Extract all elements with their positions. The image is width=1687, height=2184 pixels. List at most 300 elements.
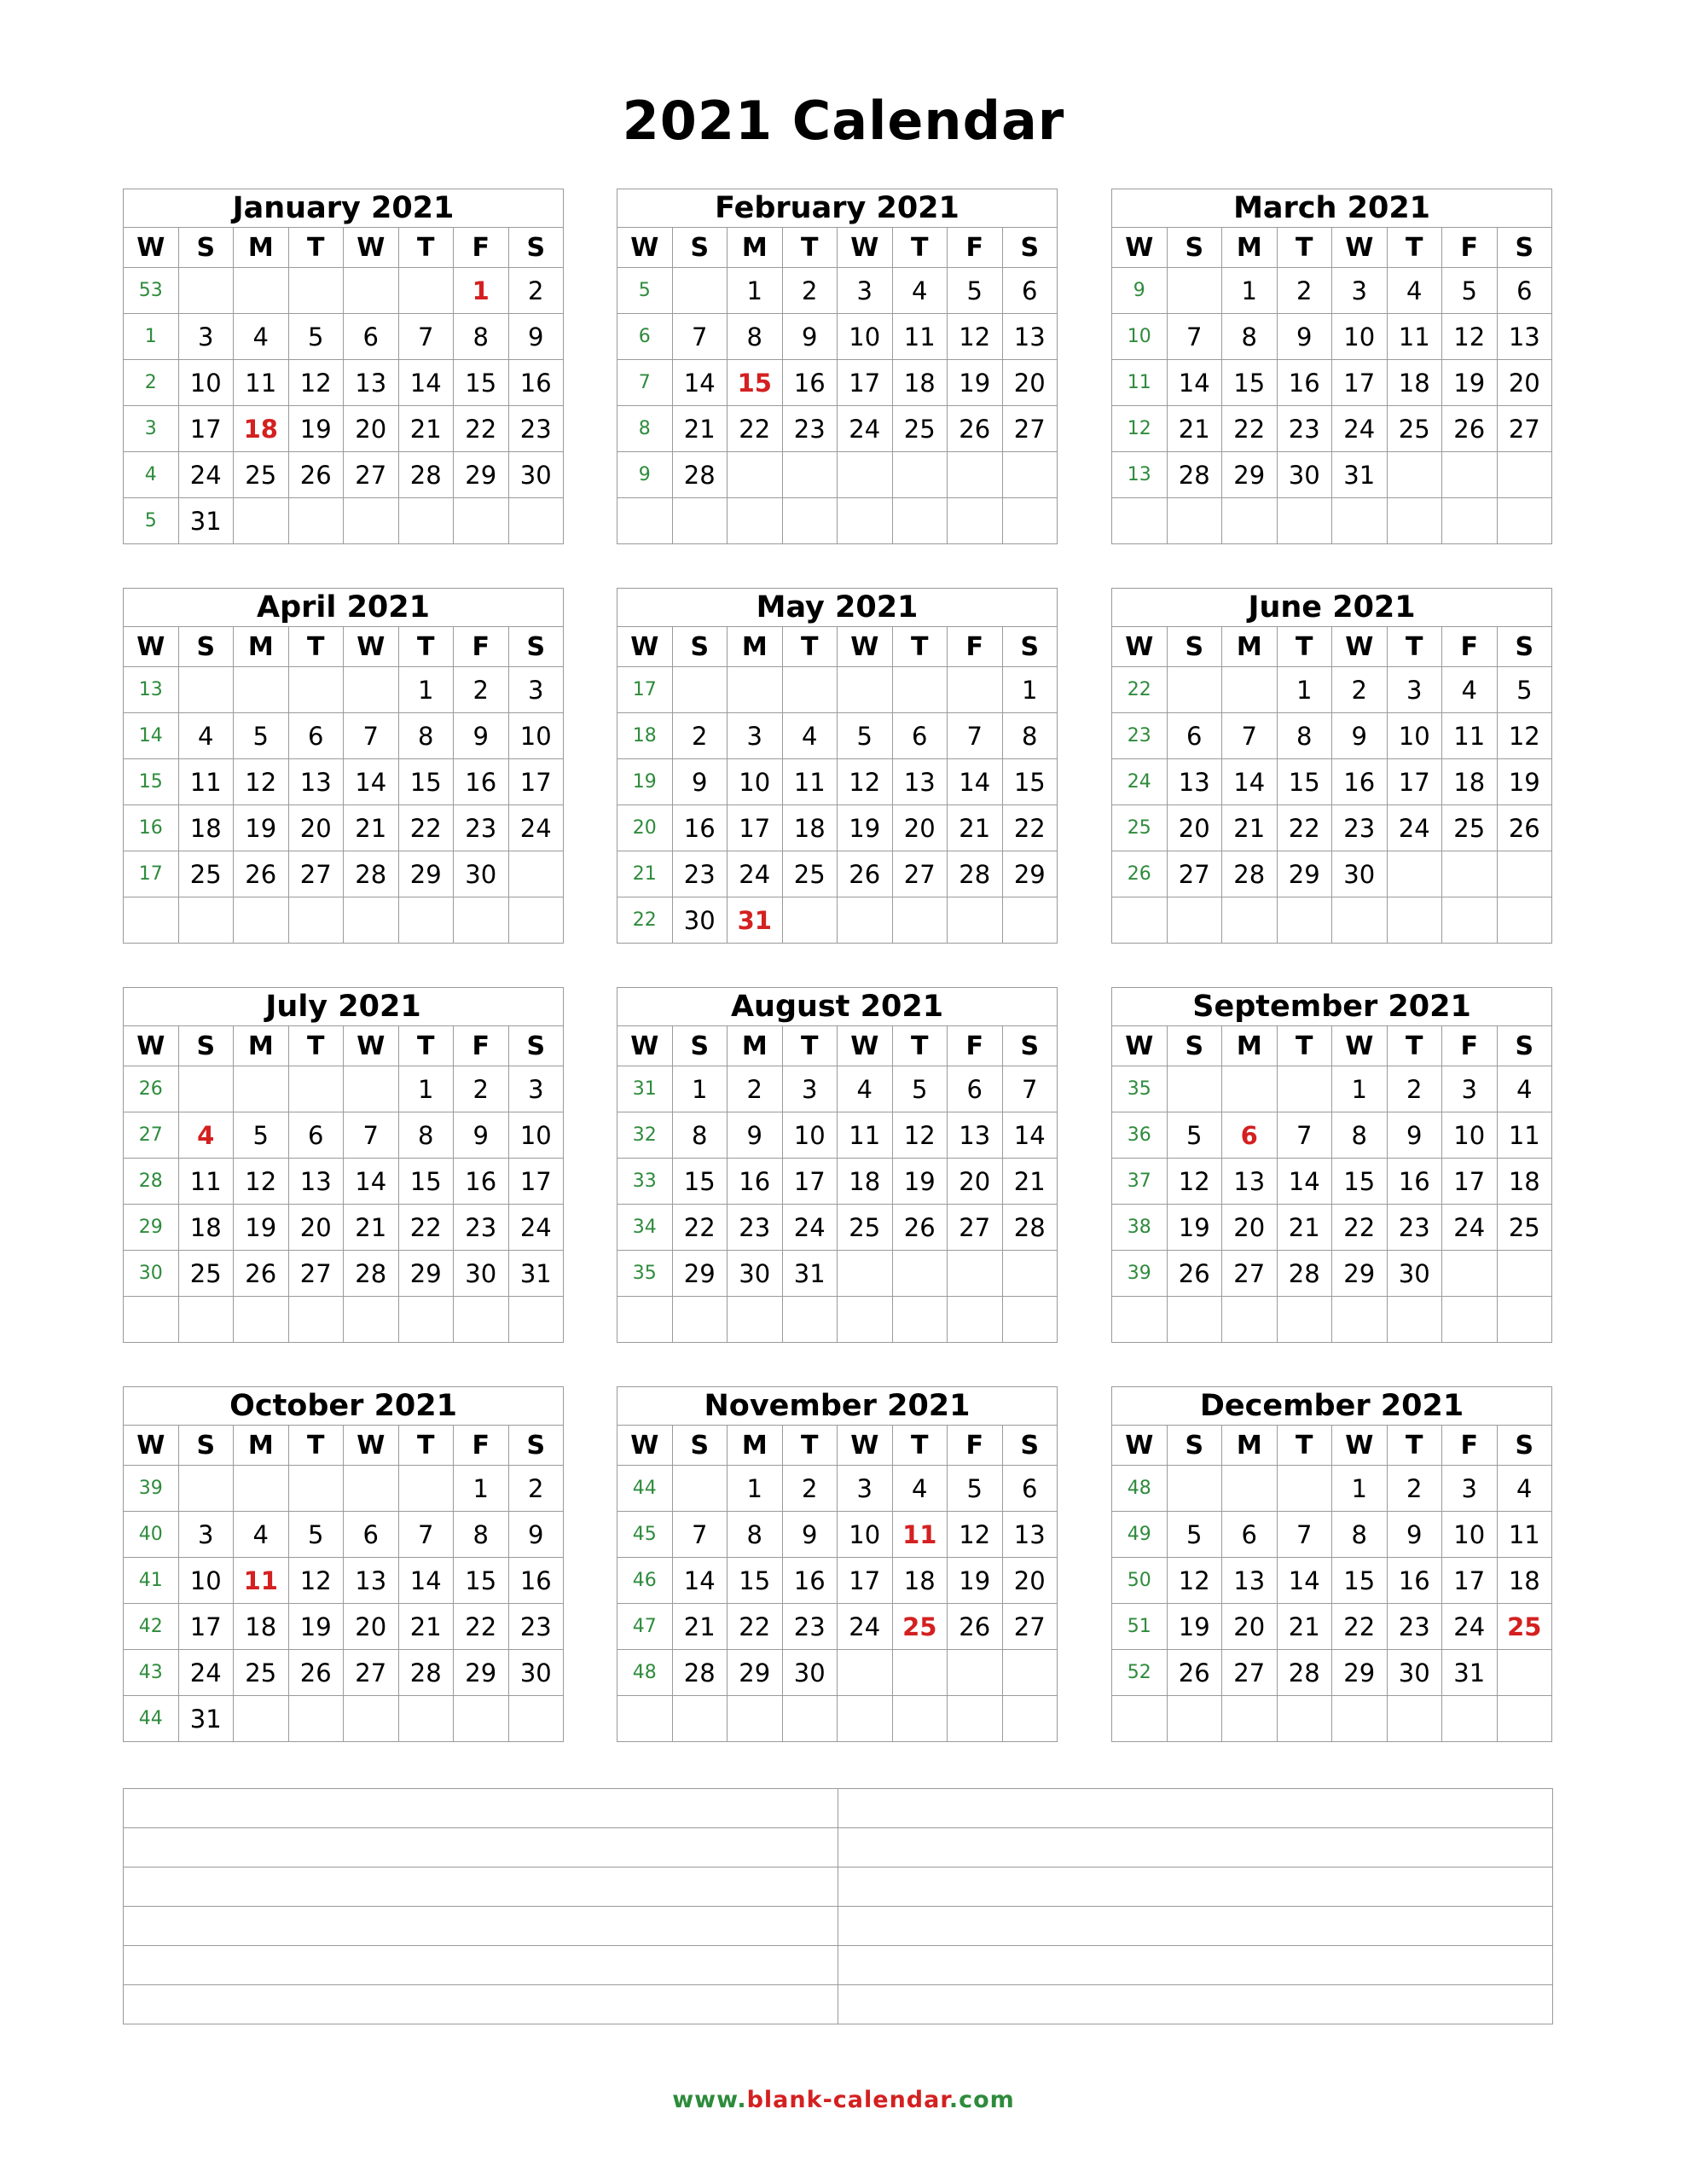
day-cell: 28 — [1277, 1251, 1332, 1297]
day-cell: 11 — [1442, 713, 1498, 759]
day-cell: 12 — [948, 314, 1003, 360]
day-cell: 1 — [1332, 1066, 1388, 1112]
day-cell — [1277, 1066, 1332, 1112]
day-cell — [508, 897, 564, 944]
week-row — [617, 406, 1058, 452]
footer-url-name: blank-calendar — [746, 2087, 949, 2113]
notes-cell[interactable] — [838, 1789, 1553, 1828]
day-cell: 31 — [178, 1696, 234, 1742]
notes-cell[interactable] — [124, 1985, 838, 2024]
weekday-header: F — [1442, 1426, 1498, 1466]
week-number: 15 — [124, 759, 179, 805]
day-cell — [1002, 1650, 1058, 1696]
day-cell: 9 — [782, 1512, 838, 1558]
day-cell — [1222, 1297, 1278, 1343]
footer-url[interactable] — [0, 2087, 1687, 2113]
day-cell: 20 — [1222, 1205, 1278, 1251]
day-cell: 26 — [838, 851, 893, 897]
day-cell — [1002, 897, 1058, 944]
notes-cell[interactable] — [124, 1867, 838, 1907]
notes-row — [124, 1828, 1553, 1867]
notes-cell[interactable] — [838, 1985, 1553, 2024]
day-cell — [288, 1066, 344, 1112]
day-cell: 18 — [892, 360, 948, 406]
day-cell: 28 — [398, 1650, 454, 1696]
day-cell: 27 — [948, 1205, 1003, 1251]
week-number: 7 — [617, 360, 673, 406]
weekday-header: S — [1167, 627, 1222, 667]
day-cell: 23 — [1332, 805, 1388, 851]
day-cell: 2 — [672, 713, 728, 759]
week-number: 19 — [617, 759, 673, 805]
day-cell: 30 — [672, 897, 728, 944]
day-cell: 15 — [454, 1558, 509, 1604]
day-cell: 11 — [892, 314, 948, 360]
weekday-header: S — [1167, 228, 1222, 268]
day-cell — [728, 667, 783, 713]
day-cell — [1222, 1696, 1278, 1742]
weekday-header: T — [1277, 1026, 1332, 1066]
day-cell: 6 — [1002, 268, 1058, 314]
day-cell — [1167, 1696, 1222, 1742]
week-row — [1112, 1466, 1552, 1512]
day-cell — [288, 1696, 344, 1742]
week-row — [1112, 805, 1552, 851]
day-cell: 21 — [398, 1604, 454, 1650]
day-cell: 1 — [728, 268, 783, 314]
month-name: March 2021 — [1112, 189, 1552, 228]
week-header: W — [124, 627, 179, 667]
day-cell: 22 — [398, 805, 454, 851]
weekday-header: M — [728, 1026, 783, 1066]
day-cell: 3 — [508, 667, 564, 713]
week-row — [617, 1297, 1058, 1343]
day-cell: 2 — [1387, 1066, 1442, 1112]
day-cell: 17 — [1442, 1159, 1498, 1205]
day-cell — [1497, 498, 1552, 544]
week-number: 35 — [1112, 1066, 1168, 1112]
day-cell: 22 — [398, 1205, 454, 1251]
day-cell: 20 — [948, 1159, 1003, 1205]
day-cell: 4 — [782, 713, 838, 759]
footer-url-suffix: .com — [948, 2087, 1015, 2113]
week-row — [1112, 268, 1552, 314]
day-cell: 18 — [234, 1604, 289, 1650]
day-cell — [508, 1696, 564, 1742]
footer-url-prefix: www. — [672, 2087, 747, 2113]
week-row — [124, 805, 564, 851]
day-cell: 5 — [288, 1512, 344, 1558]
day-cell: 7 — [344, 713, 399, 759]
day-cell: 15 — [1222, 360, 1278, 406]
week-row — [124, 1251, 564, 1297]
day-cell — [948, 498, 1003, 544]
day-cell: 1 — [398, 667, 454, 713]
day-cell — [1167, 667, 1222, 713]
month-calendar — [1111, 987, 1551, 1346]
day-cell — [782, 1297, 838, 1343]
day-cell: 2 — [454, 1066, 509, 1112]
weekday-header: F — [454, 228, 509, 268]
week-number: 34 — [617, 1205, 673, 1251]
month-calendar — [617, 987, 1057, 1346]
week-number: 44 — [617, 1466, 673, 1512]
week-row — [124, 897, 564, 944]
day-cell: 22 — [1222, 406, 1278, 452]
week-header: W — [1112, 1426, 1168, 1466]
day-cell: 7 — [1277, 1512, 1332, 1558]
day-cell: 12 — [288, 1558, 344, 1604]
day-cell — [178, 1297, 234, 1343]
week-number: 46 — [617, 1558, 673, 1604]
day-cell: 23 — [508, 406, 564, 452]
day-cell — [1002, 1297, 1058, 1343]
day-cell — [1277, 498, 1332, 544]
weekday-header: W — [1332, 1026, 1388, 1066]
day-cell — [1167, 1297, 1222, 1343]
day-cell: 21 — [672, 1604, 728, 1650]
day-cell: 5 — [1167, 1112, 1222, 1159]
day-cell: 10 — [838, 314, 893, 360]
week-number: 27 — [124, 1112, 179, 1159]
week-row — [1112, 1297, 1552, 1343]
day-cell: 6 — [892, 713, 948, 759]
notes-cell[interactable] — [124, 1789, 838, 1828]
day-cell: 6 — [344, 314, 399, 360]
day-cell: 2 — [508, 1466, 564, 1512]
weekday-header: T — [1387, 1426, 1442, 1466]
week-row — [1112, 667, 1552, 713]
day-cell: 30 — [508, 452, 564, 498]
day-cell: 25 — [234, 1650, 289, 1696]
day-cell: 4 — [1497, 1466, 1552, 1512]
day-cell — [1497, 452, 1552, 498]
day-cell: 1 — [398, 1066, 454, 1112]
week-header: W — [124, 1426, 179, 1466]
day-cell: 8 — [1332, 1512, 1388, 1558]
day-cell: 1 — [1002, 667, 1058, 713]
week-number — [1112, 498, 1168, 544]
day-cell: 9 — [1277, 314, 1332, 360]
day-cell: 7 — [948, 713, 1003, 759]
day-cell: 22 — [454, 406, 509, 452]
day-cell: 20 — [1002, 360, 1058, 406]
day-cell: 27 — [1002, 1604, 1058, 1650]
week-header: W — [1112, 228, 1168, 268]
day-cell: 29 — [1332, 1650, 1388, 1696]
week-row — [124, 1112, 564, 1159]
notes-row — [124, 1867, 1553, 1907]
notes-cell[interactable] — [838, 1828, 1553, 1867]
week-number: 33 — [617, 1159, 673, 1205]
day-cell — [782, 452, 838, 498]
day-cell: 10 — [728, 759, 783, 805]
day-cell — [892, 667, 948, 713]
day-cell: 25 — [178, 1251, 234, 1297]
day-cell: 28 — [948, 851, 1003, 897]
day-cell — [1387, 452, 1442, 498]
week-number: 5 — [124, 498, 179, 544]
notes-cell[interactable] — [124, 1907, 838, 1946]
day-cell — [1497, 1297, 1552, 1343]
day-cell: 7 — [672, 314, 728, 360]
day-cell: 24 — [1442, 1205, 1498, 1251]
day-cell: 25 — [1442, 805, 1498, 851]
day-cell: 1 — [728, 1466, 783, 1512]
day-cell: 14 — [1277, 1159, 1332, 1205]
day-cell: 26 — [1497, 805, 1552, 851]
day-cell: 3 — [178, 314, 234, 360]
week-row — [617, 1251, 1058, 1297]
weekday-header: T — [1277, 1426, 1332, 1466]
day-cell: 5 — [1497, 667, 1552, 713]
day-cell — [838, 667, 893, 713]
day-cell: 21 — [948, 805, 1003, 851]
day-cell: 25 — [234, 452, 289, 498]
week-row — [1112, 713, 1552, 759]
week-row — [124, 314, 564, 360]
day-cell: 20 — [288, 805, 344, 851]
week-header: W — [617, 1426, 673, 1466]
day-cell: 24 — [178, 1650, 234, 1696]
weekday-header: S — [178, 627, 234, 667]
month-name: January 2021 — [124, 189, 564, 228]
month-name: April 2021 — [124, 589, 564, 627]
day-cell: 27 — [288, 851, 344, 897]
day-cell: 31 — [782, 1251, 838, 1297]
day-cell: 16 — [508, 360, 564, 406]
month-name: February 2021 — [617, 189, 1058, 228]
day-cell: 14 — [672, 360, 728, 406]
day-cell: 20 — [288, 1205, 344, 1251]
day-cell: 16 — [1332, 759, 1388, 805]
weekday-header: T — [398, 1026, 454, 1066]
day-cell: 18 — [838, 1159, 893, 1205]
week-number — [1112, 1297, 1168, 1343]
day-cell — [1387, 851, 1442, 897]
month-name: July 2021 — [124, 988, 564, 1026]
day-cell — [288, 1297, 344, 1343]
week-row — [124, 1066, 564, 1112]
week-row — [617, 360, 1058, 406]
weekday-header: S — [1002, 228, 1058, 268]
day-cell: 17 — [1332, 360, 1388, 406]
day-cell: 28 — [1277, 1650, 1332, 1696]
day-cell — [1442, 498, 1498, 544]
weekday-header: F — [1442, 228, 1498, 268]
day-cell: 5 — [288, 314, 344, 360]
week-number: 47 — [617, 1604, 673, 1650]
day-cell: 13 — [948, 1112, 1003, 1159]
day-cell: 28 — [672, 452, 728, 498]
weekday-header: T — [288, 1426, 344, 1466]
notes-cell[interactable] — [838, 1907, 1553, 1946]
weekday-header: T — [288, 1026, 344, 1066]
week-number: 28 — [124, 1159, 179, 1205]
day-cell: 2 — [728, 1066, 783, 1112]
day-cell — [344, 1297, 399, 1343]
week-number: 26 — [124, 1066, 179, 1112]
notes-cell[interactable] — [838, 1867, 1553, 1907]
day-cell — [234, 897, 289, 944]
week-row — [1112, 1066, 1552, 1112]
week-number: 30 — [124, 1251, 179, 1297]
day-cell — [838, 897, 893, 944]
day-cell: 6 — [1497, 268, 1552, 314]
day-cell: 29 — [1277, 851, 1332, 897]
day-cell — [1497, 1696, 1552, 1742]
day-cell: 23 — [1387, 1604, 1442, 1650]
day-cell: 28 — [672, 1650, 728, 1696]
day-cell: 22 — [1332, 1205, 1388, 1251]
day-cell: 20 — [892, 805, 948, 851]
day-cell: 19 — [1167, 1205, 1222, 1251]
week-number — [1112, 897, 1168, 944]
day-cell: 9 — [782, 314, 838, 360]
week-row — [124, 1297, 564, 1343]
day-cell: 17 — [508, 759, 564, 805]
day-cell: 6 — [288, 713, 344, 759]
day-cell: 7 — [398, 314, 454, 360]
day-cell: 12 — [838, 759, 893, 805]
week-row — [124, 268, 564, 314]
day-cell: 9 — [672, 759, 728, 805]
day-cell — [454, 498, 509, 544]
notes-cell[interactable] — [124, 1946, 838, 1985]
day-cell: 26 — [288, 1650, 344, 1696]
weekday-header: T — [1387, 627, 1442, 667]
week-row — [124, 1205, 564, 1251]
week-row — [617, 1205, 1058, 1251]
weekday-header: S — [672, 228, 728, 268]
weekday-header: F — [948, 1426, 1003, 1466]
day-cell: 29 — [1332, 1251, 1388, 1297]
day-cell: 8 — [1002, 713, 1058, 759]
day-cell: 1 — [1277, 667, 1332, 713]
day-cell — [1167, 897, 1222, 944]
month-name: June 2021 — [1112, 589, 1552, 627]
day-cell: 14 — [344, 1159, 399, 1205]
day-cell: 17 — [178, 1604, 234, 1650]
day-cell: 19 — [234, 805, 289, 851]
day-cell: 24 — [1387, 805, 1442, 851]
day-cell — [948, 1650, 1003, 1696]
day-cell — [1442, 851, 1498, 897]
day-cell: 10 — [1442, 1512, 1498, 1558]
day-cell: 22 — [454, 1604, 509, 1650]
week-number: 13 — [1112, 452, 1168, 498]
day-cell: 23 — [782, 1604, 838, 1650]
day-cell: 4 — [234, 1512, 289, 1558]
day-cell: 3 — [728, 713, 783, 759]
day-cell — [1002, 498, 1058, 544]
day-cell — [782, 667, 838, 713]
day-cell — [1332, 897, 1388, 944]
weekday-header: M — [1222, 627, 1278, 667]
day-cell: 3 — [178, 1512, 234, 1558]
day-cell: 18 — [892, 1558, 948, 1604]
day-cell: 8 — [728, 1512, 783, 1558]
day-cell — [672, 268, 728, 314]
month-calendar — [1111, 189, 1551, 548]
day-cell — [948, 1251, 1003, 1297]
day-cell: 19 — [948, 1558, 1003, 1604]
month-name: November 2021 — [617, 1387, 1058, 1426]
day-cell — [454, 897, 509, 944]
day-cell: 12 — [948, 1512, 1003, 1558]
month-name: September 2021 — [1112, 988, 1552, 1026]
day-cell — [344, 1696, 399, 1742]
day-cell: 18 — [178, 1205, 234, 1251]
day-cell: 8 — [454, 314, 509, 360]
day-cell: 26 — [234, 1251, 289, 1297]
day-cell: 17 — [728, 805, 783, 851]
day-cell: 16 — [454, 1159, 509, 1205]
day-cell: 9 — [1332, 713, 1388, 759]
week-row — [124, 498, 564, 544]
week-number: 20 — [617, 805, 673, 851]
day-cell: 15 — [672, 1159, 728, 1205]
day-cell: 3 — [1387, 667, 1442, 713]
day-cell: 7 — [1002, 1066, 1058, 1112]
day-cell — [1167, 1066, 1222, 1112]
day-cell: 16 — [508, 1558, 564, 1604]
week-number — [124, 1297, 179, 1343]
day-cell: 30 — [1332, 851, 1388, 897]
week-number: 4 — [124, 452, 179, 498]
day-cell: 8 — [728, 314, 783, 360]
week-number: 8 — [617, 406, 673, 452]
day-cell: 15 — [728, 1558, 783, 1604]
day-cell — [1442, 897, 1498, 944]
weekday-header: T — [288, 228, 344, 268]
day-cell — [344, 498, 399, 544]
day-cell: 14 — [672, 1558, 728, 1604]
day-cell: 17 — [1387, 759, 1442, 805]
day-cell: 13 — [1002, 314, 1058, 360]
day-cell — [838, 1696, 893, 1742]
day-cell: 10 — [1332, 314, 1388, 360]
weekday-header: S — [508, 1426, 564, 1466]
day-cell: 28 — [1167, 452, 1222, 498]
day-cell: 26 — [948, 1604, 1003, 1650]
day-cell — [1387, 498, 1442, 544]
week-number: 39 — [124, 1466, 179, 1512]
day-cell: 12 — [234, 1159, 289, 1205]
week-header: W — [1112, 627, 1168, 667]
week-number: 14 — [124, 713, 179, 759]
day-cell: 16 — [782, 360, 838, 406]
day-cell: 21 — [1002, 1159, 1058, 1205]
day-cell: 11 — [782, 759, 838, 805]
week-number: 32 — [617, 1112, 673, 1159]
day-cell — [948, 667, 1003, 713]
day-cell: 17 — [178, 406, 234, 452]
notes-cell[interactable] — [838, 1946, 1553, 1985]
notes-cell[interactable] — [124, 1828, 838, 1867]
day-cell: 31 — [1442, 1650, 1498, 1696]
day-cell: 21 — [344, 1205, 399, 1251]
day-cell — [1442, 1696, 1498, 1742]
week-row — [617, 713, 1058, 759]
day-cell: 28 — [1002, 1205, 1058, 1251]
day-cell: 16 — [1277, 360, 1332, 406]
weekday-header: T — [398, 1426, 454, 1466]
day-cell: 22 — [1002, 805, 1058, 851]
week-row — [124, 1604, 564, 1650]
day-cell: 9 — [728, 1112, 783, 1159]
day-cell: 17 — [782, 1159, 838, 1205]
